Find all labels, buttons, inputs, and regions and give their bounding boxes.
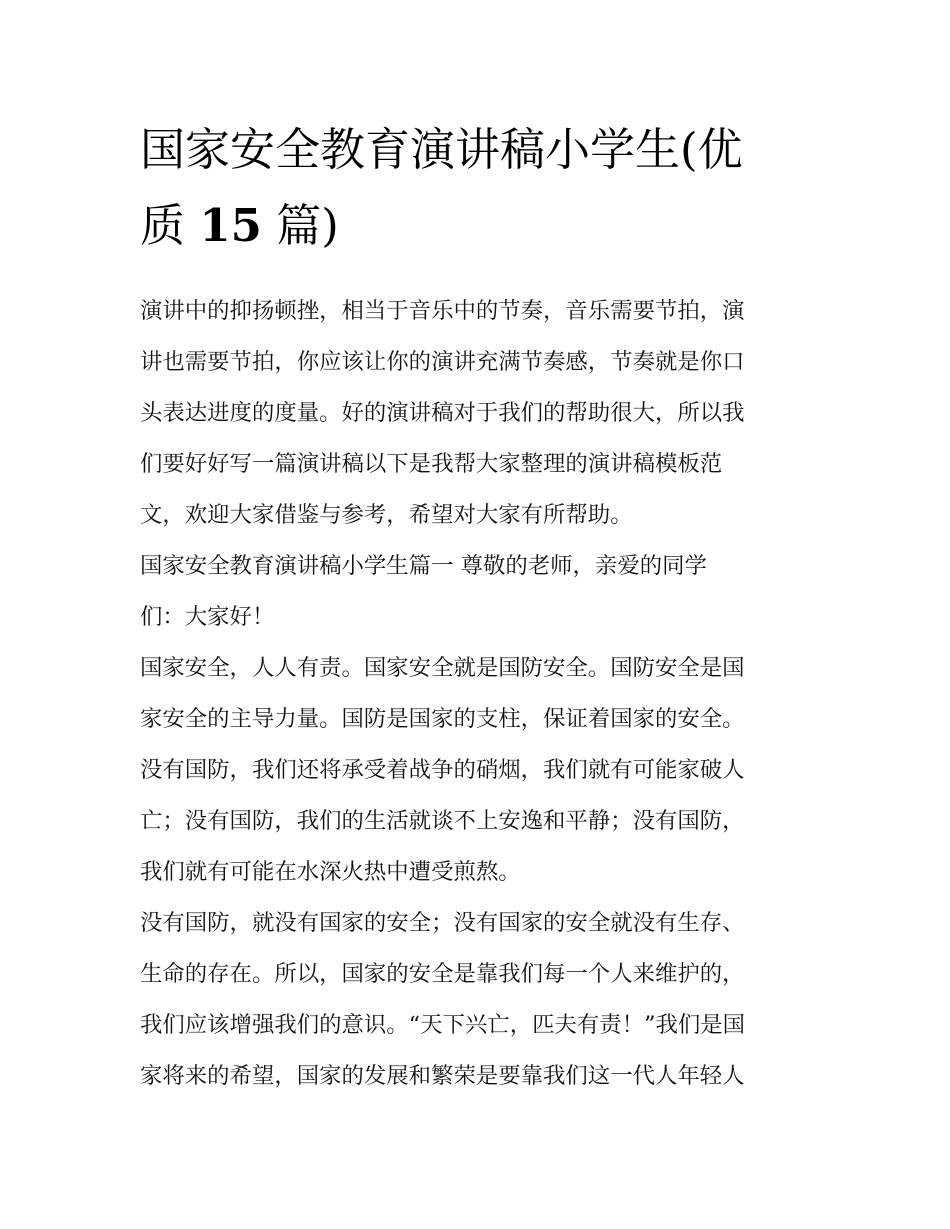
text-line: 亡；没有国防，我们的生活就谈不上安逸和平静；没有国防， [140,808,745,834]
text-line: 我们应该增强我们的意识。“天下兴亡，匹夫有责！”我们是国 [140,1012,746,1038]
text-line: 家安全的主导力量。国防是国家的支柱，保证着国家的安全。 [140,706,745,732]
text-line: 讲也需要节拍，你应该让你的演讲充满节奏感，节奏就是你口 [140,349,745,375]
text-line: 们：大家好！ [140,604,275,630]
title-line-1: 国家安全教育演讲稿小学生(优 [140,123,743,176]
title-count: 15 [199,199,262,252]
text-line: 头表达进度的度量。好的演讲稿对于我们的帮助很大，所以我 [140,400,745,426]
title-line-2 [140,188,814,264]
body-text [140,286,814,1102]
text-line: 我们就有可能在水深火热中遭受煎熬。 [140,859,521,885]
title-prefix: 质 [140,199,200,252]
text-line: 国家安全教育演讲稿小学生篇一 尊敬的老师，亲爱的同学 [140,553,707,579]
text-line: 演讲中的抑扬顿挫，相当于音乐中的节奏，音乐需要节拍，演 [140,298,745,324]
text-line: 文，欢迎大家借鉴与参考，希望对大家有所帮助。 [140,502,633,528]
text-line: 们要好好写一篇演讲稿以下是我帮大家整理的演讲稿模板范 [140,451,723,477]
document-content [140,112,814,1102]
title-suffix: 篇) [261,199,339,252]
text-line: 国家安全，人人有责。国家安全就是国防安全。国防安全是国 [140,655,745,681]
text-line: 家将来的希望，国家的发展和繁荣是要靠我们这一代人年轻人 [140,1063,745,1089]
text-line: 没有国防，我们还将承受着战争的硝烟，我们就有可能家破人 [140,757,745,783]
text-line: 生命的存在。所以，国家的安全是靠我们每一个人来维护的， [140,961,745,987]
document-title [140,112,814,264]
text-line: 没有国防，就没有国家的安全；没有国家的安全就没有生存、 [140,910,745,936]
